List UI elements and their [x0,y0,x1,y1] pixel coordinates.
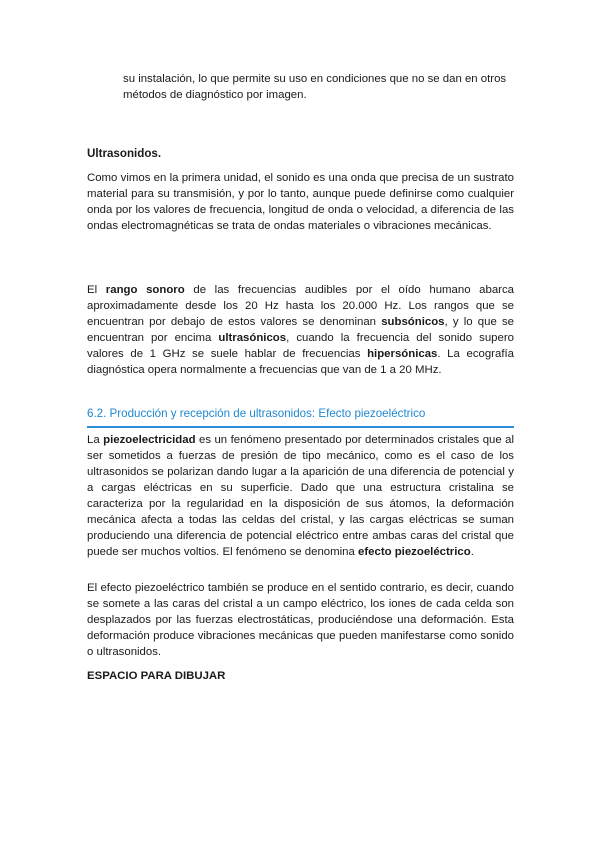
piezo-paragraph-2: El efecto piezoeléctrico también se produce en el sentido contrario, es decir, cuando se somete a las caras del cristal a un campo eléctrico, los iones de cada celda son desplazados por las fuerzas electrostáticas, produciéndose una deformación. Esta deformación produce vibraciones mecánicas que pueden manifestarse como sonido o ultrasonidos. [87,582,514,658]
piezo-paragraph-1 [87,432,514,560]
section-title: 6.2. Producción y recepción de ultrasonidos: Efecto piezoeléctrico [87,406,514,428]
text-run: , y lo que se encuentran por encima [87,316,514,344]
term-rango-sonoro: rango sonoro [105,284,185,296]
text-run: . La ecografía diagnóstica opera normalmente a frecuencias que van de 1 a 20 MHz. [87,348,514,376]
text-run: , cuando la frecuencia del sonido supero valores de 1 GHz se suele hablar de frecuencias [87,332,514,360]
term-piezoelectricidad: piezoelectricidad [103,434,196,446]
term-hipersonicas: hipersónicas [367,348,438,360]
text-run: de las frecuencias audibles por el oído humano abarca aproximadamente desde los 20 Hz hasta los 20.000 Hz. Los rangos que se encuentran por debajo de estos valores se denominan [87,284,515,328]
ultrasonidos-paragraph-1: Como vimos en la primera unidad, el sonido es una onda que precisa de un sustrato material para su transmisión, y por lo tanto, aunque puede definirse como cualquier onda por los valores de frecuencia, longitud de onda o velocidad, a diferencia de las ondas electromagnéticas se trata de ondas materiales o vibraciones mecánicas. [87,172,514,232]
text-run: El [87,284,106,296]
text-run: . [470,546,474,558]
intro-paragraph: su instalación, lo que permite su uso en condiciones que no se dan en otros métodos de diagnóstico por imagen. [123,73,507,101]
ultrasonidos-paragraph-2 [87,282,514,378]
term-subsonicos: subsónicos [381,316,445,328]
drawing-space-label: ESPACIO PARA DIBUJAR [87,670,226,682]
ultrasonidos-heading: Ultrasonidos. [87,147,162,160]
term-ultrasonicos: ultrasónicos [218,332,287,344]
term-efecto-piezoelectrico: efecto piezoeléctrico [358,546,471,558]
text-run: La [87,434,104,446]
text-run: es un fenómeno presentado por determinados cristales que al ser sometidos a fuerzas de presión de tipo mecánico, como es el caso de los ultrasonidos se polarizan dando lugar a la aparición de una diferencia de potencial y a cargas eléctricas en su superficie. Dado que una estructura cristalina se caracteriza por la regularidad en la disposición de sus átomos, la deformación mecánica afecta a todas las celdas del cristal, y las cargas eléctricas se suman produciendo una diferencia de potencial eléctrico entre ambas caras del cristal que puede ser muchos voltios. El fenómeno se denomina [87,434,515,558]
